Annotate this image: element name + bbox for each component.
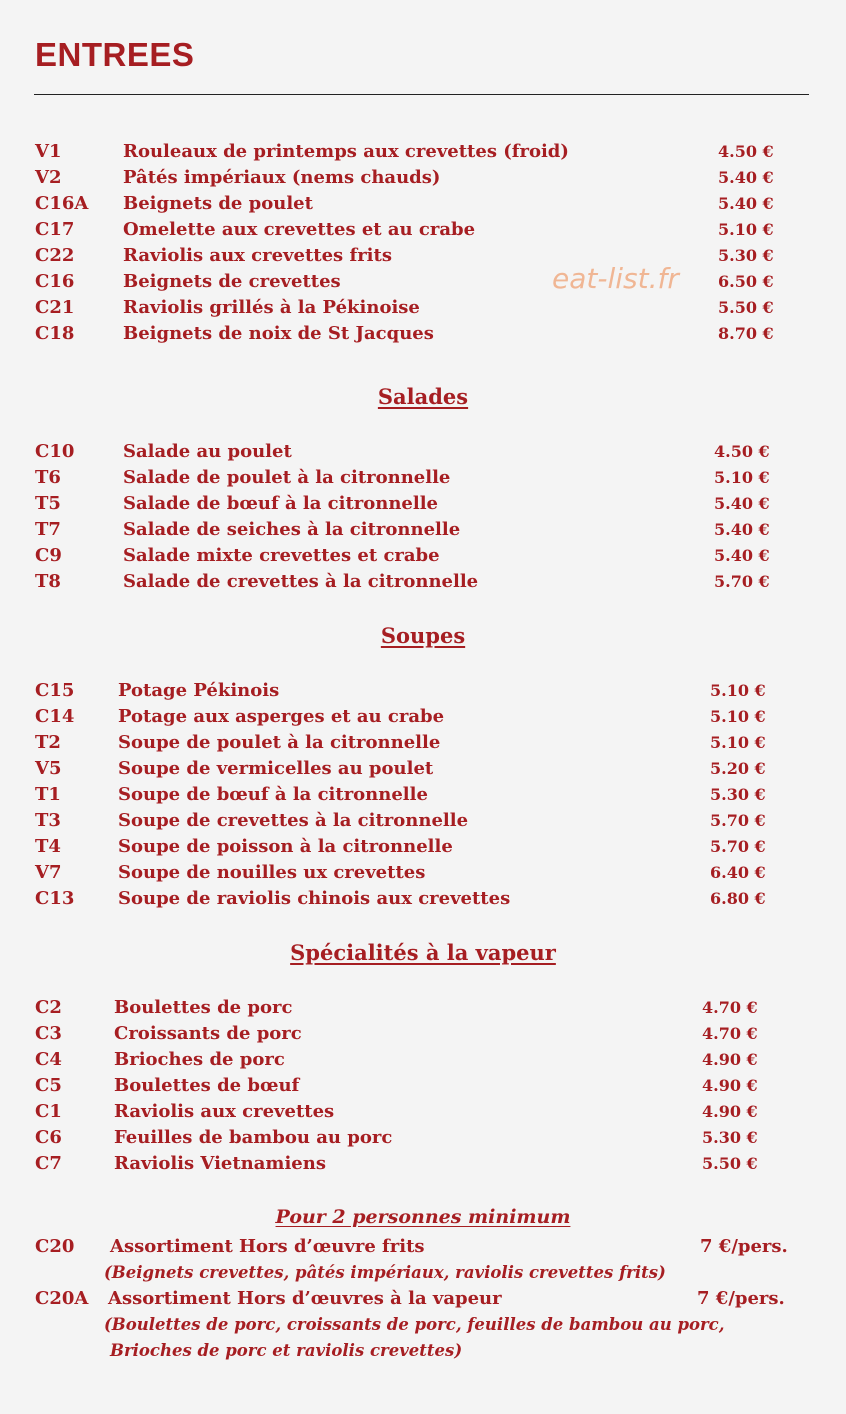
menu-item [0, 517, 846, 543]
item-name: Raviolis grillés à la Pékinoise [123, 297, 420, 318]
item-price: 4.70 € [702, 998, 758, 1017]
section-title: Salades [377, 384, 469, 409]
item-price: 7 €/pers. [700, 1236, 788, 1257]
item-code: C15 [35, 680, 75, 701]
item-description: (Beignets crevettes, pâtés impériaux, raviolis crevettes frits) [104, 1263, 666, 1282]
item-price: 5.30 € [710, 785, 766, 804]
item-code: V2 [35, 167, 62, 188]
menu-item [0, 995, 846, 1021]
item-code: C13 [35, 888, 75, 909]
item-name: Potage Pékinois [118, 680, 280, 701]
item-code: C16A [35, 193, 89, 214]
item-code: C14 [35, 706, 75, 727]
item-code: C7 [35, 1153, 62, 1174]
item-name: Beignets de crevettes [123, 271, 341, 292]
menu-item [0, 704, 846, 730]
item-name: Potage aux asperges et au crabe [118, 706, 445, 727]
menu-item [0, 269, 846, 295]
item-price: 7 €/pers. [697, 1288, 785, 1309]
item-name: Soupe de bœuf à la citronnelle [118, 784, 428, 805]
watermark: eat-list.fr [552, 262, 679, 295]
item-price: 5.10 € [710, 707, 766, 726]
item-code: T2 [35, 732, 61, 753]
menu-item [0, 465, 846, 491]
menu-item [0, 1047, 846, 1073]
menu-item [0, 1125, 846, 1151]
menu-item [0, 808, 846, 834]
item-code: C20 [35, 1236, 75, 1257]
item-price: 5.30 € [718, 246, 774, 265]
item-code: C1 [35, 1101, 62, 1122]
menu-item [0, 139, 846, 165]
item-price: 5.70 € [714, 572, 770, 591]
menu-item [0, 756, 846, 782]
item-price: 5.70 € [710, 811, 766, 830]
item-name: Salade de crevettes à la citronnelle [123, 571, 479, 592]
item-price: 5.50 € [718, 298, 774, 317]
menu-item [0, 191, 846, 217]
item-code: C10 [35, 441, 75, 462]
item-price: 5.40 € [718, 194, 774, 213]
item-price: 5.40 € [714, 546, 770, 565]
menu-item [0, 1021, 846, 1047]
item-name: Rouleaux de printemps aux crevettes (froid) [123, 141, 569, 162]
item-name: Feuilles de bambou au porc [114, 1127, 393, 1148]
item-code: C21 [35, 297, 75, 318]
item-price: 5.30 € [702, 1128, 758, 1147]
item-price: 6.80 € [710, 889, 766, 908]
item-code: C18 [35, 323, 75, 344]
item-name: Raviolis aux crevettes [114, 1101, 335, 1122]
section-title: Soupes [380, 623, 466, 648]
assortment-item [0, 1234, 846, 1260]
item-name: Soupe de crevettes à la citronnelle [118, 810, 469, 831]
item-price: 4.50 € [718, 142, 774, 161]
item-code: T5 [35, 493, 61, 514]
menu-item [0, 321, 846, 347]
menu-item [0, 834, 846, 860]
item-code: V5 [35, 758, 62, 779]
item-code: C3 [35, 1023, 62, 1044]
section-title: Spécialités à la vapeur [290, 940, 556, 965]
item-description: Brioches de porc et raviolis crevettes) [110, 1341, 463, 1360]
item-description: (Boulettes de porc, croissants de porc, feuilles de bambou au porc, [104, 1315, 725, 1334]
item-price: 5.40 € [714, 494, 770, 513]
menu-item [0, 860, 846, 886]
item-name: Brioches de porc [114, 1049, 285, 1070]
item-price: 8.70 € [718, 324, 774, 343]
item-name: Beignets de noix de St Jacques [123, 323, 434, 344]
item-price: 4.90 € [702, 1102, 758, 1121]
item-price: 4.70 € [702, 1024, 758, 1043]
page-title: ENTREES [35, 36, 195, 73]
menu-item [0, 295, 846, 321]
item-code: T1 [35, 784, 61, 805]
item-name: Salade de bœuf à la citronnelle [123, 493, 439, 514]
item-code: C5 [35, 1075, 62, 1096]
item-code: T8 [35, 571, 61, 592]
menu-item [0, 1073, 846, 1099]
item-code: T4 [35, 836, 61, 857]
item-code: V1 [35, 141, 62, 162]
item-price: 5.10 € [718, 220, 774, 239]
item-name: Beignets de poulet [123, 193, 313, 214]
item-name: Raviolis Vietnamiens [114, 1153, 326, 1174]
item-price: 5.10 € [710, 681, 766, 700]
menu-item [0, 730, 846, 756]
item-code: C2 [35, 997, 62, 1018]
item-name: Soupe de raviolis chinois aux crevettes [118, 888, 511, 909]
item-code: V7 [35, 862, 62, 883]
item-name: Assortiment Hors d’œuvre frits [110, 1236, 425, 1257]
item-code: T7 [35, 519, 61, 540]
item-price: 4.90 € [702, 1050, 758, 1069]
item-code: C22 [35, 245, 75, 266]
assortment-item [0, 1286, 846, 1312]
item-name: Boulettes de bœuf [114, 1075, 300, 1096]
menu-item [0, 439, 846, 465]
item-price: 5.20 € [710, 759, 766, 778]
item-code: C6 [35, 1127, 62, 1148]
item-price: 4.90 € [702, 1076, 758, 1095]
menu-item [0, 1151, 846, 1177]
item-name: Salade de poulet à la citronnelle [123, 467, 451, 488]
menu-item [0, 217, 846, 243]
item-name: Salade au poulet [123, 441, 292, 462]
item-price: 5.10 € [714, 468, 770, 487]
item-price: 5.40 € [714, 520, 770, 539]
menu-item [0, 243, 846, 269]
item-price: 6.50 € [718, 272, 774, 291]
item-price: 4.50 € [714, 442, 770, 461]
item-name: Salade de seiches à la citronnelle [123, 519, 461, 540]
item-price: 5.40 € [718, 168, 774, 187]
item-name: Assortiment Hors d’œuvres à la vapeur [108, 1288, 502, 1309]
item-name: Soupe de nouilles ux crevettes [118, 862, 426, 883]
item-code: C4 [35, 1049, 62, 1070]
assortment-subtitle: Pour 2 personnes minimum [275, 1206, 571, 1228]
menu-item [0, 543, 846, 569]
item-price: 6.40 € [710, 863, 766, 882]
item-code: C20A [35, 1288, 89, 1309]
item-price: 5.50 € [702, 1154, 758, 1173]
item-name: Pâtés impériaux (nems chauds) [123, 167, 441, 188]
item-code: C9 [35, 545, 62, 566]
item-code: T3 [35, 810, 61, 831]
title-divider [34, 94, 809, 95]
menu-item [0, 491, 846, 517]
item-price: 5.70 € [710, 837, 766, 856]
item-name: Croissants de porc [114, 1023, 302, 1044]
item-name: Soupe de poisson à la citronnelle [118, 836, 453, 857]
item-code: C17 [35, 219, 75, 240]
menu-item [0, 569, 846, 595]
item-name: Soupe de poulet à la citronnelle [118, 732, 441, 753]
item-name: Salade mixte crevettes et crabe [123, 545, 440, 566]
menu-item [0, 1099, 846, 1125]
menu-item [0, 886, 846, 912]
item-code: C16 [35, 271, 75, 292]
item-price: 5.10 € [710, 733, 766, 752]
item-name: Soupe de vermicelles au poulet [118, 758, 434, 779]
menu-item [0, 678, 846, 704]
menu-item [0, 782, 846, 808]
item-name: Omelette aux crevettes et au crabe [123, 219, 476, 240]
item-name: Raviolis aux crevettes frits [123, 245, 392, 266]
menu-item [0, 165, 846, 191]
item-name: Boulettes de porc [114, 997, 293, 1018]
item-code: T6 [35, 467, 61, 488]
